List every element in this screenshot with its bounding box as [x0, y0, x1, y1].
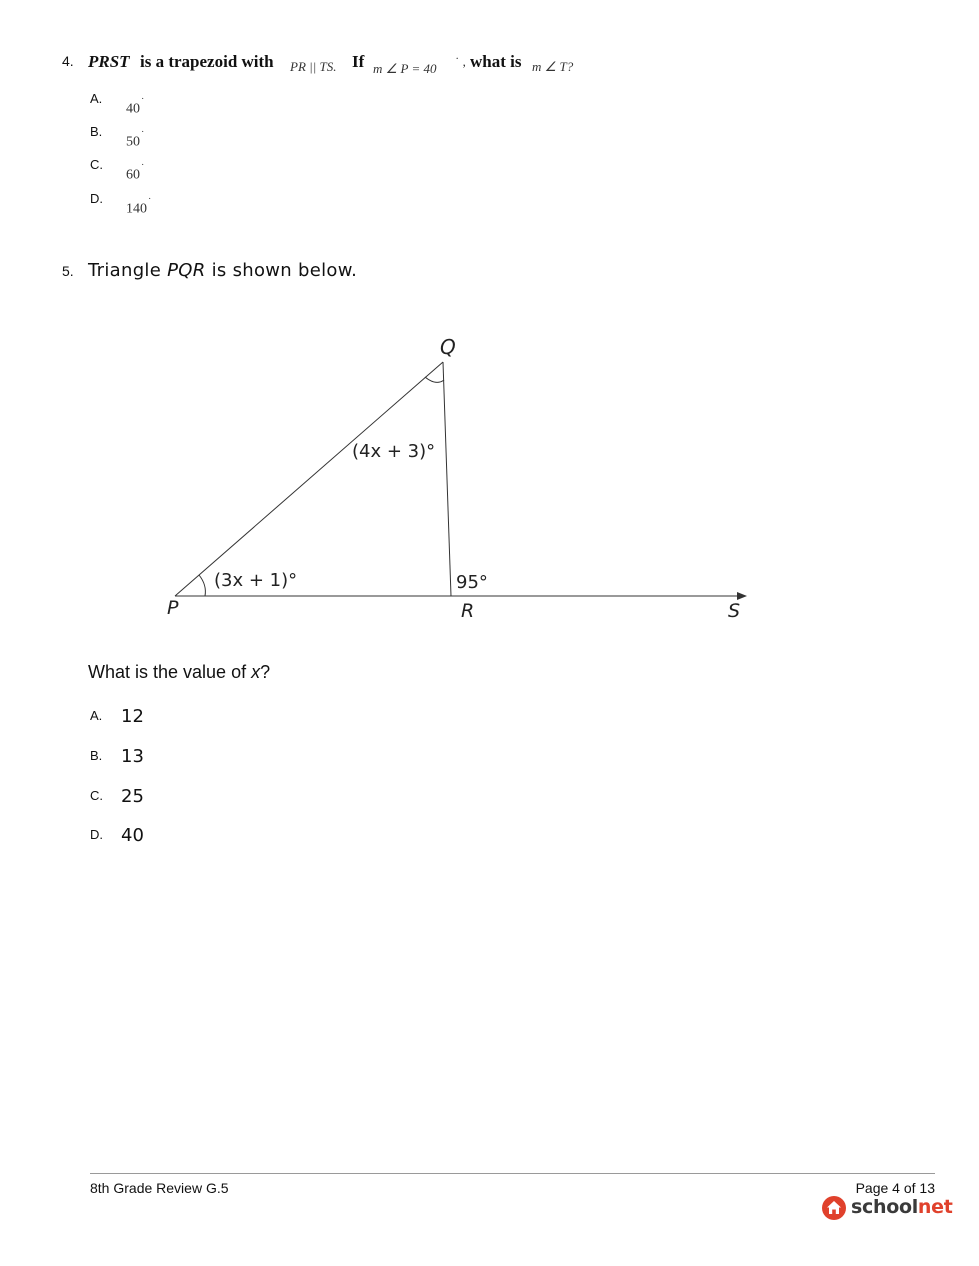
side-pq [175, 362, 443, 596]
q5-title-var: PQR [167, 260, 206, 281]
q4-parallel-expression: PR || TS. [290, 59, 337, 74]
logo-text [851, 1196, 953, 1218]
q5-title-prefix: Triangle [88, 260, 168, 281]
angle-label-q: (4x + 3)° [352, 441, 436, 462]
q4-stem-text: is a trapezoid with [140, 52, 274, 71]
q4-angle-suffix: ˙ , [455, 54, 466, 69]
logo-text-school: school [851, 1196, 918, 1218]
point-label-s: S [728, 600, 741, 622]
q4-option-c-value: 60˙ [126, 163, 145, 183]
house-icon [821, 1195, 847, 1221]
footer-page-number: Page 4 of 13 [855, 1180, 935, 1196]
q5-option-a[interactable] [90, 706, 210, 734]
q4-target-expression: m ∠ T? [532, 59, 574, 74]
side-qr [443, 362, 451, 596]
q4-option-c-letter: C. [90, 157, 103, 172]
question-4-number: 4. [62, 53, 74, 69]
q4-if-text: If [352, 52, 365, 71]
footer-divider [90, 1173, 935, 1174]
q4-option-a-value: 40˙ [126, 97, 145, 117]
q4-option-a-letter: A. [90, 91, 103, 106]
q5-option-a-letter: A. [90, 708, 103, 723]
q5-option-d[interactable] [90, 825, 210, 853]
q4-option-d-letter: D. [90, 191, 103, 206]
q5-option-d-letter: D. [90, 827, 103, 842]
q4-what-is-text: what is [470, 52, 522, 71]
q4-option-d-value: 140˙ [126, 197, 152, 217]
vertex-label-r: R [461, 600, 475, 622]
q4-option-b-letter: B. [90, 124, 103, 139]
q5-title-suffix: is shown below. [205, 260, 358, 281]
q4-option-b-value: 50˙ [126, 130, 145, 150]
angle-p-arc [199, 575, 205, 596]
q5-option-b[interactable] [90, 746, 210, 774]
vertex-label-q: Q [440, 335, 456, 359]
logo-text-net: net [917, 1196, 953, 1218]
q4-angle-expression: m ∠ P = 40 [373, 61, 437, 76]
schoolnet-logo [821, 1195, 953, 1221]
question-5-number: 5. [62, 263, 74, 279]
q5-prompt-var: x [251, 662, 261, 682]
angle-label-r-exterior: 95° [456, 572, 488, 593]
angle-q-arc [425, 377, 444, 382]
q5-prompt-suffix: ? [260, 662, 271, 682]
q5-option-c[interactable] [90, 786, 210, 814]
q5-option-b-letter: B. [90, 748, 103, 763]
q5-prompt-prefix: What is the value of [88, 662, 252, 682]
q5-option-c-value: 25 [121, 786, 144, 807]
q5-option-d-value: 40 [121, 825, 144, 846]
vertex-label-p: P [167, 597, 179, 619]
angle-label-p: (3x + 1)° [214, 570, 298, 591]
q5-option-a-value: 12 [121, 706, 144, 727]
footer-document-title: 8th Grade Review G.5 [90, 1180, 229, 1196]
q5-option-b-value: 13 [121, 746, 144, 767]
q4-figure-name: PRST [88, 52, 130, 71]
q5-option-c-letter: C. [90, 788, 103, 803]
q5-prompt [88, 662, 270, 683]
